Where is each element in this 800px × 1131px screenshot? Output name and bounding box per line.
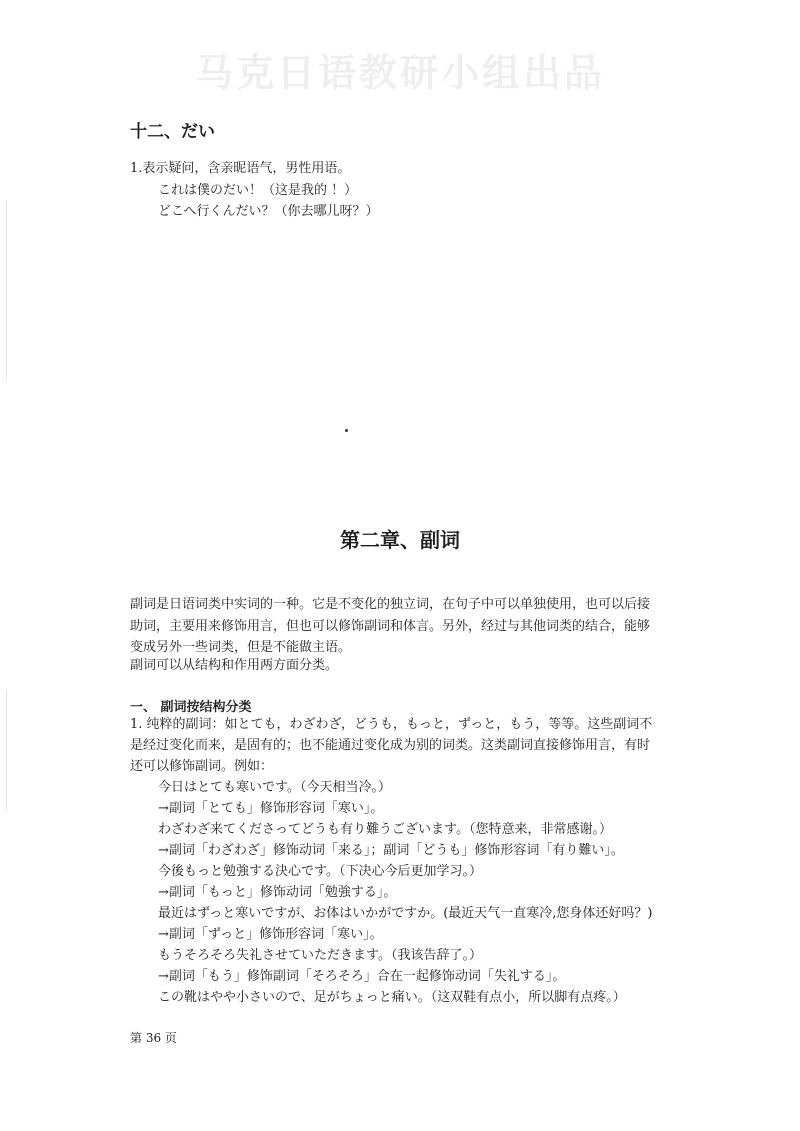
page-number: 第 36 页: [130, 1031, 177, 1045]
subsection-title: 一、 副词按结构分类: [130, 700, 252, 715]
intro-line: 助词，主要用来修饰用言，但也可以修饰副词和体言。另外，经过与其他词类的结合，能够: [130, 619, 651, 634]
subsection-line: 是经过变化而来，是固有的；也不能通过变化成为别的词类。这类副词直接修饰用言，有时: [130, 738, 651, 753]
scan-margin-mark: [6, 200, 7, 380]
example-line: この靴はやや小さいので、足がちょっと痛い。（这双鞋有点小，所以脚有点疼。）: [158, 990, 626, 1005]
chapter-title: 第二章、副词: [340, 528, 460, 552]
example-line: →副词「ずっと」修饰形容词「寒い」。: [158, 927, 383, 942]
intro-line: 副词可以从结构和作用两方面分类。: [130, 658, 339, 673]
section-example: どこへ行くんだい？（你去哪儿呀？）: [158, 204, 379, 219]
example-line: 最近はずっと寒いですが、お体はいかがですか。(最近天气一直寒冷,您身体还好吗？): [158, 906, 653, 921]
example-line: もうそろそろ失礼させていただきます。（我该告辞了。）: [158, 948, 482, 963]
subsection-line: 1. 纯粹的副词：如とても，わざわざ，どうも，もっと，ずっと，もう，等等。这些副词不: [130, 717, 653, 732]
watermark: 马克日语教研小组出品: [194, 51, 605, 95]
example-line: 今日はとても寒いです。（今天相当冷。）: [158, 780, 391, 795]
example-line: わざわざ来てくださってどうも有り難うございます。（您特意来，非常感谢。）: [158, 822, 612, 837]
example-line: →副词「もっと」修饰动词「勉強する」。: [158, 885, 397, 900]
section-title: 十二、だい: [130, 122, 215, 142]
example-line: →副词「もう」修饰副词「そろそろ」合在一起修饰动词「失礼する」。: [158, 969, 566, 984]
scan-dot: [345, 429, 348, 432]
intro-line: 变成另外一些词类，但是不能做主语。: [130, 640, 352, 655]
scan-margin-mark: [6, 690, 7, 810]
example-line: 今後もっと勉強する決心です。（下决心今后更加学习。）: [158, 864, 482, 879]
intro-line: 副词是日语词类中实词的一种。它是不变化的独立词，在句子中可以单独使用，也可以后接: [130, 597, 651, 612]
subsection-line: 还可以修饰副词。例如：: [130, 759, 274, 774]
section-example: これは僕のだい！（这是我的 ！）: [158, 183, 358, 198]
section-line: 1.表示疑问，含亲昵语气，男性用语。: [130, 161, 351, 176]
example-line: →副词「わざわざ」修饰动词「来る」；副词「どうも」修饰形容词「有り難い」。: [158, 843, 624, 858]
example-line: →副词「とても」修饰形容词「寒い」。: [158, 801, 384, 816]
